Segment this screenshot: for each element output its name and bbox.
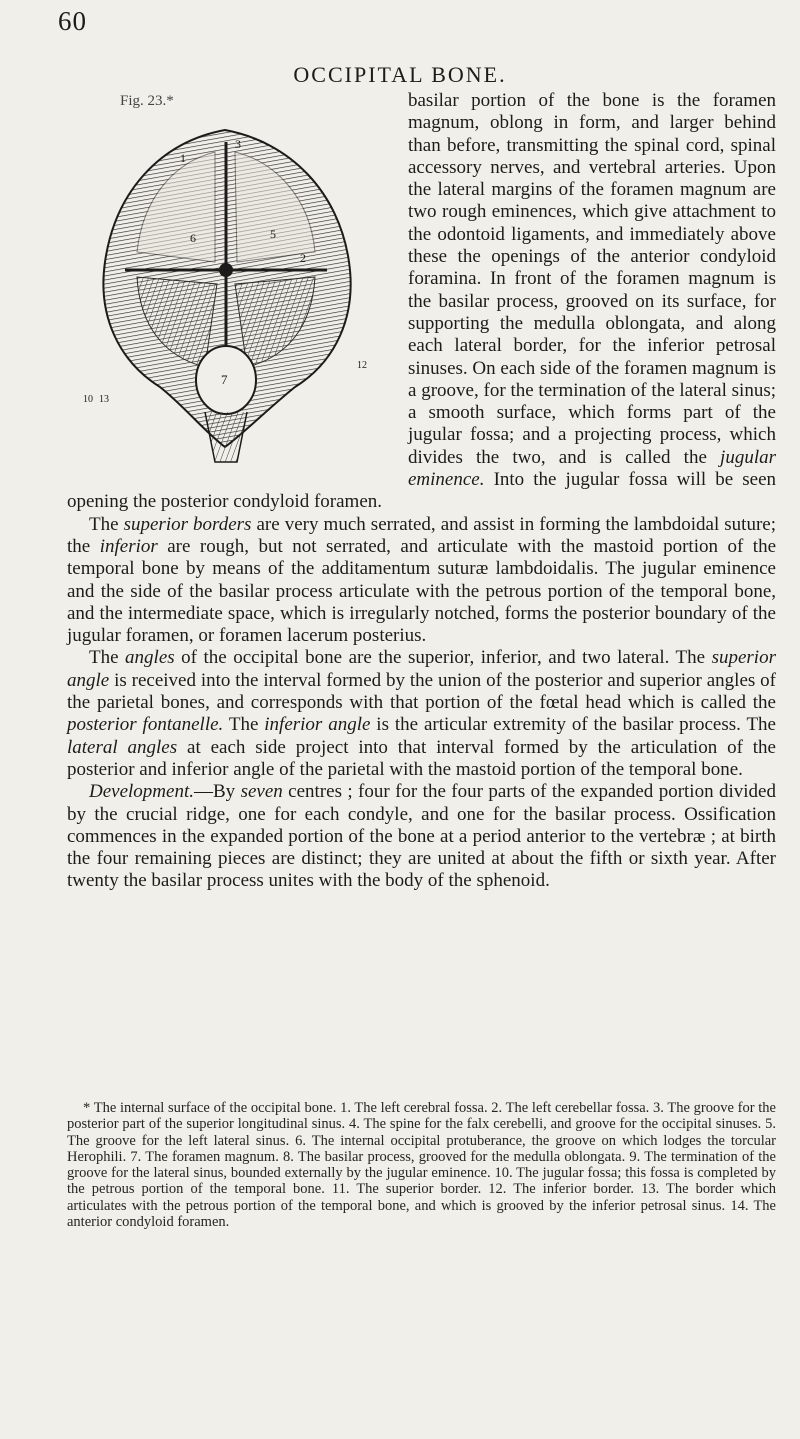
callout-6: 6 — [190, 231, 196, 245]
callout-5: 5 — [270, 227, 276, 241]
text-segment: superior angle — [67, 647, 776, 691]
callout-2: 2 — [300, 251, 306, 265]
text-segment: angles — [125, 647, 175, 669]
paragraph-development — [67, 781, 776, 892]
callout-10: 10 — [83, 394, 93, 405]
text-segment: is the articular extremity of the basilar process. The — [370, 714, 776, 736]
text-segment: The — [223, 714, 265, 736]
text-segment: basilar portion of the bone is the foramen magnum, oblong in form, and larger behind than before, transmitting the spinal cord, spinal accessory nerves, and vertebral arteries. Upon the lateral margins of the foramen magnum are two rough eminences, which give attachment to the odontoid ligaments, and immediately above these the openings of the anterior condyloid foramina. In front of the foramen magnum is the basilar process, grooved on its surface, for supporting the medulla oblongata, and along each lateral border, for the inferior petrosal sinuses. On each side of the foramen magnum is a groove, for the termination of the lateral sinus; a smooth surface, which forms part of the jugular fossa; and a projecting process, which divides the two, and is called the — [408, 90, 776, 468]
callout-1: 1 — [180, 151, 186, 165]
text-segment: inferior angle — [264, 714, 371, 736]
figure-occipital-bone — [65, 90, 400, 480]
callout-13: 13 — [99, 394, 109, 405]
paragraph-borders — [67, 514, 776, 648]
page-number: 60 — [58, 6, 87, 36]
footnote-text: * The internal surface of the occipital bone. 1. The left cerebral fossa. 2. The left cerebellar fossa. 3. The groove for the posterior part of the superior longitudinal sinus. 4. The spine for the falx cerebelli, and groove for the occipital sinuses. 5. The groove for the left lateral sinus. 6. The internal occipital protuberance, the groove on which lodges the torcular Herophili. 7. The foramen magnum. 8. The basilar process, grooved for the medulla oblongata. 9. The termination of the groove for the lateral sinus, bounded externally by the jugular eminence. 10. The jugular fossa; this fossa is completed by the petrous portion of the temporal bone. 11. The superior border. 12. The inferior border. 13. The border which articulates with the petrous portion of the temporal bone, and which is grooved by the inferior petrosal sinus. 14. The anterior condyloid foramen. — [67, 1100, 776, 1231]
text-segment: at each side project into that interval formed by the articulation of the posterior and inferior angle of the parietal with the mastoid portion of the temporal bone. — [67, 736, 776, 780]
paragraph-angles — [67, 647, 776, 781]
text-segment: The — [89, 513, 124, 535]
body-text — [67, 90, 776, 893]
text-segment: centres ; four for the four parts of the expanded portion divided by the crucial ridge, one for each condyle, and one for the basilar process. Ossification commences in the expanded portion of the bone at a period anterior to the vertebræ ; at birth the four remaining pieces are distinct; they are united at about the fifth or sixth year. After twenty the basilar process unites with the body of the sphenoid. — [67, 781, 776, 892]
running-head: OCCIPITAL BONE. — [293, 62, 507, 87]
text-segment: of the occipital bone are the superior, inferior, and two lateral. The — [174, 647, 712, 669]
callout-3: 3 — [235, 137, 241, 151]
basilar-process — [205, 412, 247, 462]
callout-12: 12 — [357, 360, 367, 371]
footnote — [67, 1100, 776, 1230]
internal-occipital-protuberance — [219, 263, 233, 277]
text-segment: superior borders — [123, 513, 252, 535]
text-segment: Development. — [89, 781, 194, 803]
text-segment: The — [89, 647, 126, 669]
text-segment: are very much serrated, and assist in forming the lambdoidal suture; the — [67, 513, 776, 557]
text-segment: seven — [240, 781, 283, 803]
figure-label: Fig. 23.* — [120, 93, 174, 109]
text-segment: is received into the interval formed by the union of the posterior and superior angles of the parietal bones, and corresponds with that portion of the fœtal head which is called the — [67, 669, 776, 714]
text-segment: lateral angles — [67, 736, 178, 758]
text-segment: inferior — [99, 535, 158, 557]
text-segment: Into the jugular fossa will be seen opening the posterior condyloid foramen. — [67, 469, 776, 513]
callout-7: 7 — [221, 372, 228, 387]
text-segment: are rough, but not serrated, and articulate with the mastoid portion of the temporal bone by means of the additamentum suturæ lambdoidalis. The jugular eminence and the side of the basilar process articulate with the petrous portion of the temporal bone, and the intermediate space, which is irregularly notched, forms the posterior boundary of the jugular foramen, or foramen lacerum posterius. — [67, 535, 776, 647]
occipital-bone-illustration — [65, 112, 385, 472]
text-segment: —By — [193, 781, 241, 803]
text-segment: jugular eminence. — [408, 446, 776, 491]
text-segment: posterior fontanelle. — [67, 714, 224, 736]
